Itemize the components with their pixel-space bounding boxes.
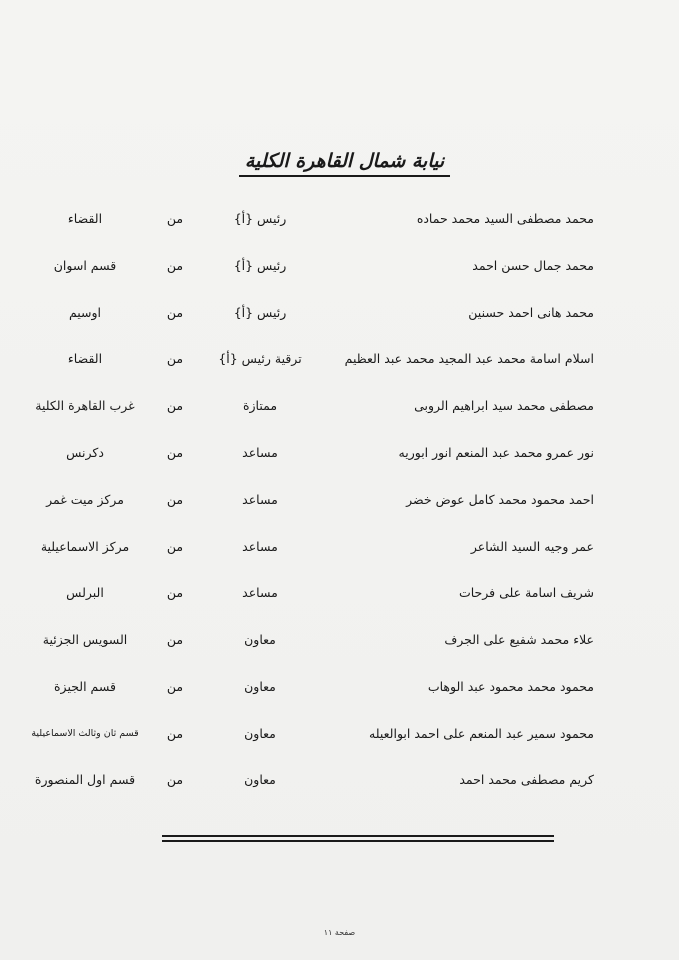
table-row bbox=[0, 347, 679, 371]
from-label: من bbox=[166, 772, 184, 787]
member-grade: رئيس {أ} bbox=[233, 305, 287, 320]
from-label: من bbox=[166, 258, 184, 273]
table-row bbox=[0, 394, 679, 418]
from-label: من bbox=[166, 539, 184, 554]
member-name: مصطفى محمد سيد ابراهيم الروبى bbox=[414, 398, 594, 413]
origin-place: قسم اول المنصورة bbox=[34, 772, 136, 787]
from-label: من bbox=[166, 492, 184, 507]
member-grade: معاون bbox=[244, 772, 276, 787]
member-grade: مساعد bbox=[242, 585, 278, 600]
title-text: نيابة شمال القاهرة الكلية bbox=[239, 150, 450, 177]
member-name: محمد مصطفى السيد محمد حماده bbox=[416, 211, 594, 226]
table-row bbox=[0, 301, 679, 325]
member-name: اسلام اسامة محمد عبد المجيد محمد عبد العظيم bbox=[344, 351, 594, 366]
divider-line bbox=[162, 840, 554, 842]
member-name: علاء محمد شفيع على الجرف bbox=[444, 632, 594, 647]
table-row bbox=[0, 768, 679, 792]
member-grade: معاون bbox=[244, 632, 276, 647]
page-number: صفحة ١١ bbox=[323, 928, 356, 937]
member-grade: معاون bbox=[244, 679, 276, 694]
origin-place: دكرنس bbox=[66, 445, 104, 460]
member-name: احمد محمود محمد كامل عوض خضر bbox=[406, 492, 594, 507]
member-name: عمر وجيه السيد الشاعر bbox=[470, 539, 594, 554]
origin-place: القضاء bbox=[67, 211, 103, 226]
member-grade: معاون bbox=[244, 726, 276, 741]
table-row bbox=[0, 535, 679, 559]
document-title bbox=[0, 150, 679, 177]
origin-place: غرب القاهرة الكلية bbox=[35, 398, 135, 413]
member-grade: رئيس {أ} bbox=[233, 211, 287, 226]
from-label: من bbox=[166, 585, 184, 600]
origin-place: قسم ثان وثالث الاسماعيلية bbox=[31, 728, 139, 739]
member-grade: مساعد bbox=[242, 445, 278, 460]
table-row bbox=[0, 441, 679, 465]
origin-place: اوسيم bbox=[68, 305, 102, 320]
table-row bbox=[0, 581, 679, 605]
from-label: من bbox=[166, 445, 184, 460]
origin-place: البرلس bbox=[66, 585, 104, 600]
origin-place: القضاء bbox=[67, 351, 103, 366]
member-name: محمد جمال حسن احمد bbox=[472, 258, 594, 273]
from-label: من bbox=[166, 679, 184, 694]
table-row bbox=[0, 628, 679, 652]
from-label: من bbox=[166, 632, 184, 647]
from-label: من bbox=[166, 211, 184, 226]
member-grade: مساعد bbox=[242, 492, 278, 507]
from-label: من bbox=[166, 351, 184, 366]
origin-place: السويس الجزئية bbox=[42, 632, 128, 647]
member-grade: مساعد bbox=[242, 539, 278, 554]
from-label: من bbox=[166, 726, 184, 741]
member-grade: ممتازة bbox=[242, 398, 278, 413]
table-row bbox=[0, 254, 679, 278]
from-label: من bbox=[166, 305, 184, 320]
table-row bbox=[0, 488, 679, 512]
member-name: محمود محمد محمود عبد الوهاب bbox=[427, 679, 594, 694]
table-row bbox=[0, 675, 679, 699]
member-name: شريف اسامة على فرحات bbox=[458, 585, 594, 600]
member-name: محمود سمير عبد المنعم على احمد ابوالعيله bbox=[369, 726, 594, 741]
member-name: كريم مصطفى محمد احمد bbox=[459, 772, 594, 787]
origin-place: مركز ميت غمر bbox=[46, 492, 124, 507]
table-row bbox=[0, 722, 679, 746]
member-name: نور عمرو محمد عبد المنعم انور ابوريه bbox=[398, 445, 594, 460]
member-grade: رئيس {أ} bbox=[233, 258, 287, 273]
member-grade: ترقية رئيس {أ} bbox=[218, 351, 302, 366]
origin-place: قسم الجيزة bbox=[54, 679, 116, 694]
origin-place: قسم اسوان bbox=[53, 258, 117, 273]
table-row bbox=[0, 207, 679, 231]
from-label: من bbox=[166, 398, 184, 413]
divider-line bbox=[162, 835, 554, 837]
member-name: محمد هانى احمد حسنين bbox=[468, 305, 594, 320]
origin-place: مركز الاسماعيلية bbox=[40, 539, 130, 554]
